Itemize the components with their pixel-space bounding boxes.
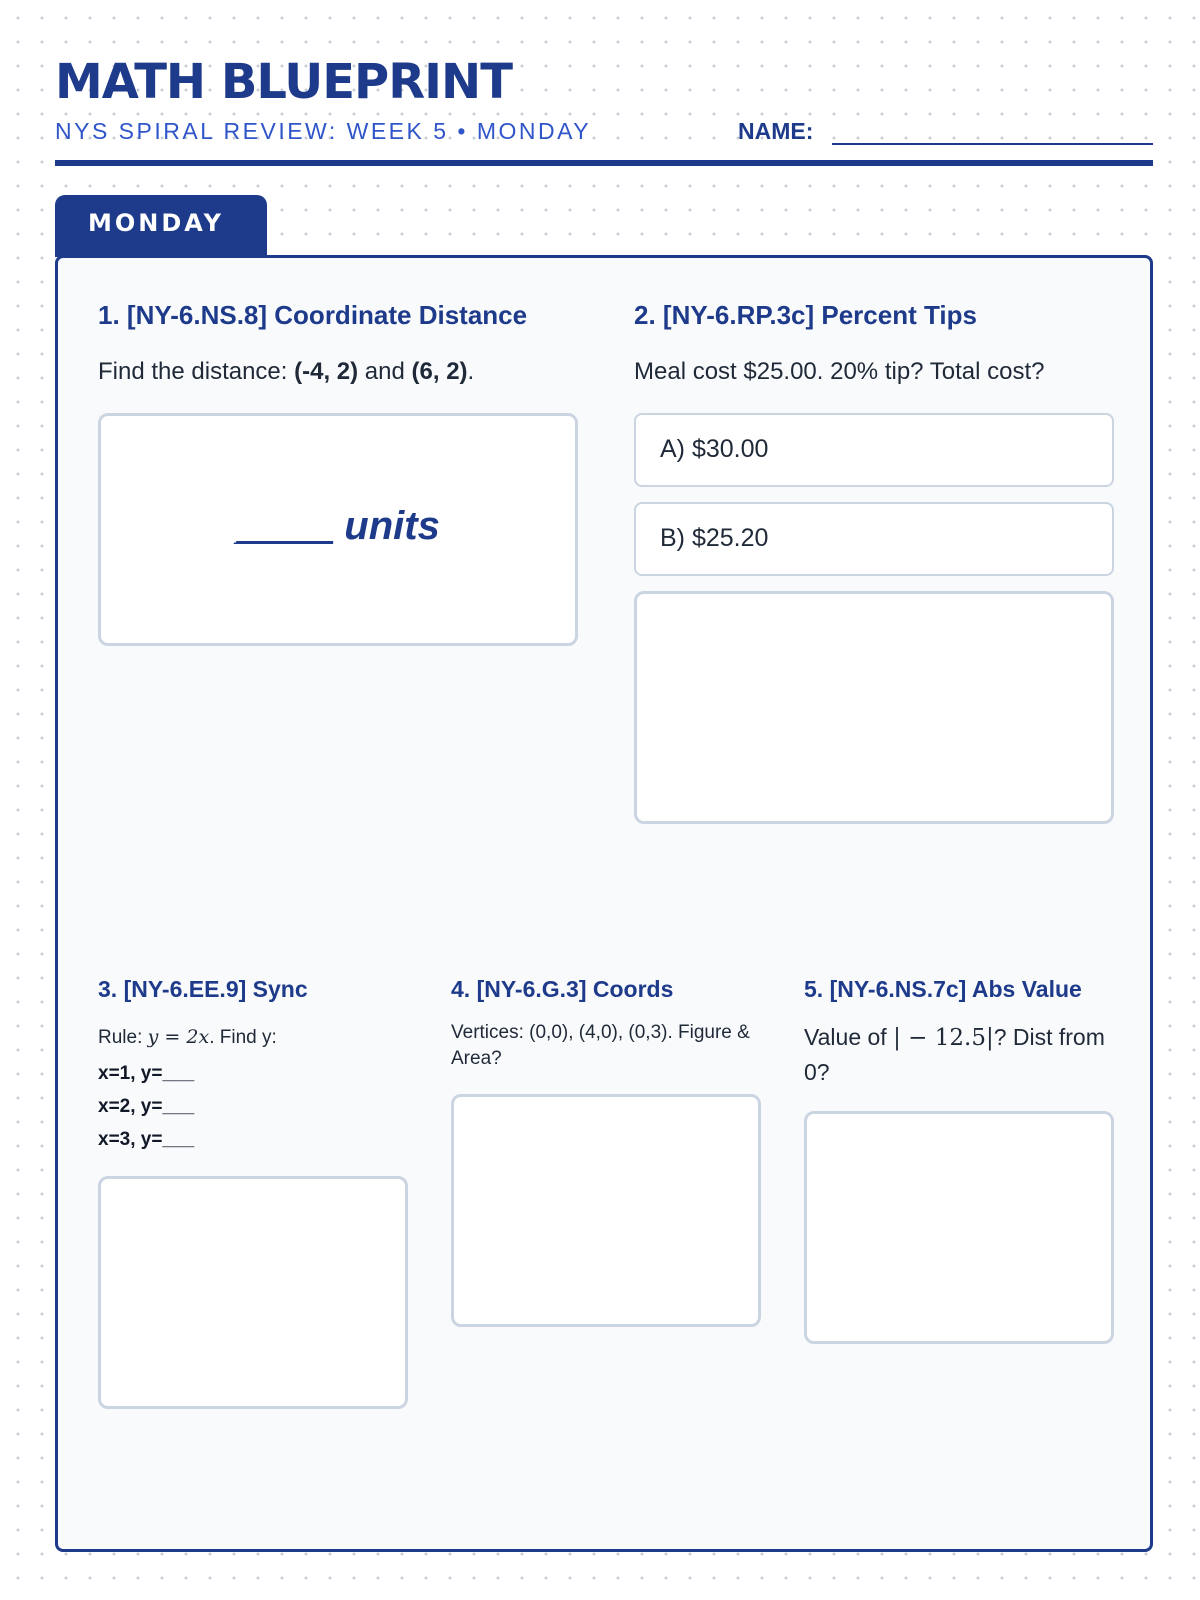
sync-row-1: x=1, y=___	[98, 1063, 195, 1085]
question-5-prefix: Value of	[804, 1023, 894, 1050]
question-4-title: 4. [NY-6.G.3] Coords	[451, 976, 674, 1002]
question-3	[98, 976, 418, 1156]
rule-suffix: . Find y:	[209, 1026, 277, 1048]
question-3-answer-box[interactable]	[98, 1176, 408, 1409]
sync-rows	[98, 1057, 418, 1156]
question-5-title: 5. [NY-6.NS.7c] Abs Value	[804, 976, 1082, 1002]
question-5-text	[804, 1020, 1124, 1090]
and-word: and	[358, 358, 412, 386]
point-a: (-4, 2)	[294, 358, 359, 386]
abs-value-expression: | − 12.5|	[893, 1024, 994, 1051]
question-5-answer-box[interactable]	[804, 1111, 1114, 1344]
point-b: (6, 2)	[411, 358, 468, 386]
question-3-title: 3. [NY-6.EE.9] Sync	[98, 976, 308, 1002]
question-4-text: Vertices: (0,0), (4,0), (0,3). Figure & Area?	[451, 1021, 750, 1070]
units-label: units	[333, 504, 440, 548]
name-field[interactable]	[832, 143, 1153, 145]
question-1	[98, 300, 578, 390]
worksheet-subtitle: NYS SPIRAL REVIEW: WEEK 5 • MONDAY	[55, 118, 592, 144]
question-2	[634, 300, 1124, 390]
question-1-prefix: Find the distance:	[98, 358, 295, 386]
question-1-answer-box[interactable]	[98, 413, 578, 646]
question-1-text	[98, 355, 578, 390]
question-2-title: 2. [NY-6.RP.3c] Percent Tips	[634, 300, 977, 330]
period: .	[467, 358, 475, 386]
rule-equation: y = 2x	[147, 1025, 210, 1048]
question-1-title: 1. [NY-6.NS.8] Coordinate Distance	[98, 300, 528, 330]
question-5-suffix: ? Dist from 0?	[804, 1023, 1105, 1086]
name-label: NAME:	[738, 118, 814, 144]
rule-prefix: Rule:	[98, 1026, 148, 1048]
sync-row-2: x=2, y=___	[98, 1096, 195, 1118]
worksheet-header	[55, 52, 1153, 144]
header-divider	[55, 160, 1153, 166]
question-4	[451, 976, 761, 1073]
option-a[interactable]: A) $30.00	[634, 413, 1114, 487]
option-b[interactable]: B) $25.20	[634, 502, 1114, 576]
question-5	[804, 976, 1124, 1090]
question-4-answer-box[interactable]	[451, 1094, 761, 1327]
day-tab: MONDAY	[55, 195, 267, 257]
sync-row-3: x=3, y=___	[98, 1129, 195, 1151]
questions-panel	[55, 255, 1153, 1552]
answer-blank: ____	[236, 504, 334, 548]
worksheet-title: MATH BLUEPRINT	[55, 54, 512, 110]
question-3-rule	[98, 1024, 418, 1052]
question-2-answer-box[interactable]	[634, 591, 1114, 824]
answer-units	[101, 504, 575, 549]
question-2-text: Meal cost $25.00. 20% tip? Total cost?	[634, 358, 1045, 386]
